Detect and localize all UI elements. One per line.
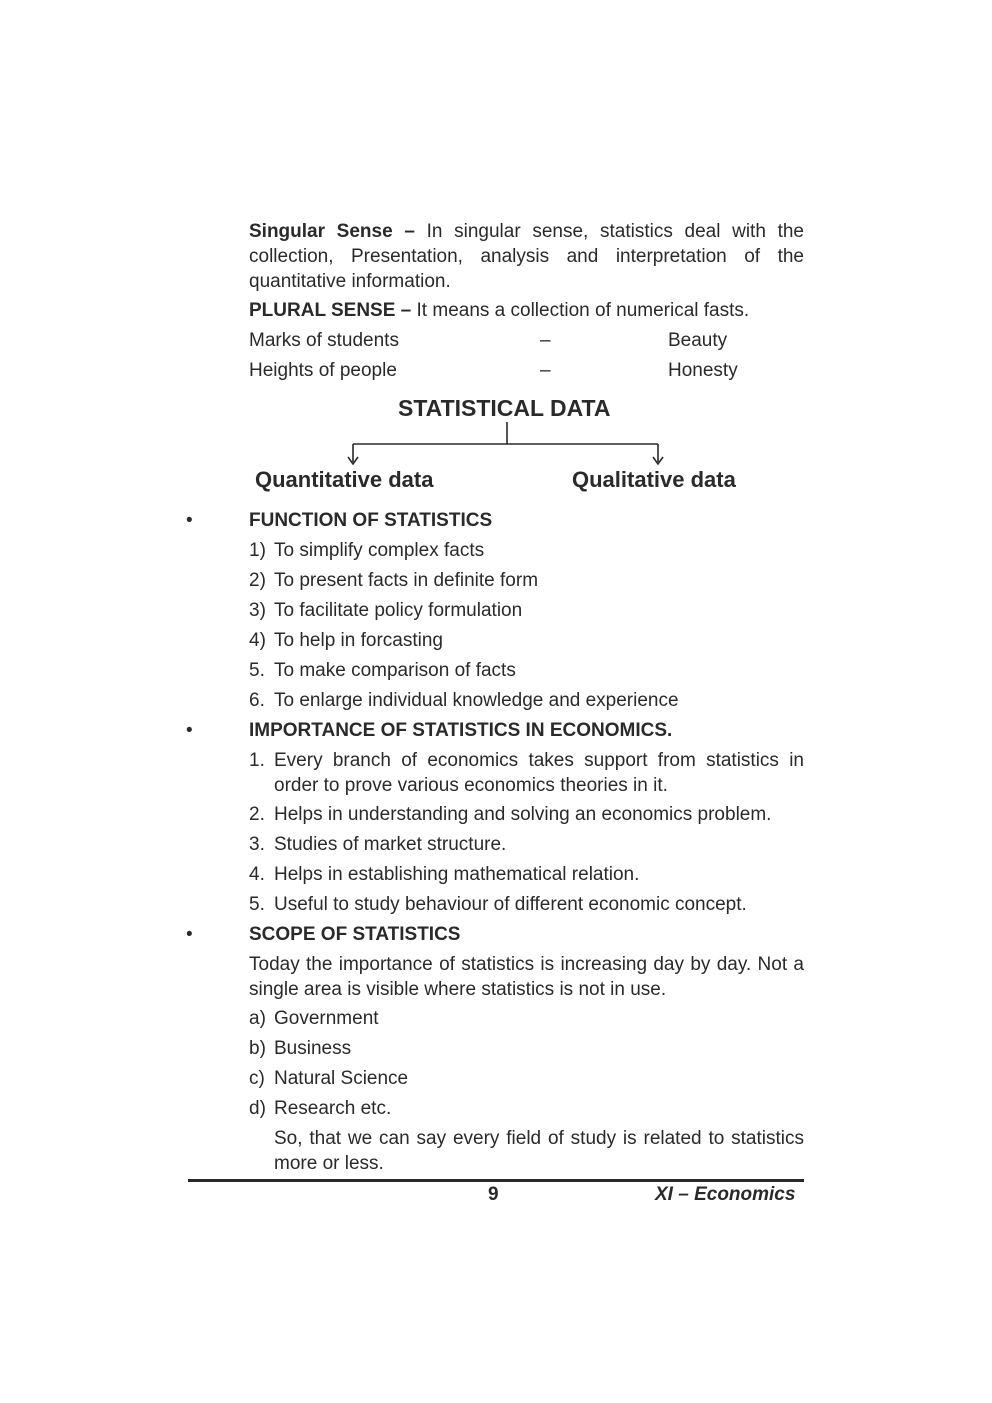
diagram-connector xyxy=(340,420,670,468)
list-number: 5. xyxy=(249,894,265,915)
list-number: c) xyxy=(249,1068,265,1089)
section-heading: IMPORTANCE OF STATISTICS IN ECONOMICS. xyxy=(249,720,673,741)
list-number: d) xyxy=(249,1098,266,1119)
example-dash: – xyxy=(540,330,551,351)
page-number: 9 xyxy=(488,1184,499,1205)
list-text: Useful to study behaviour of different economic concept. xyxy=(274,894,747,915)
list-text: To help in forcasting xyxy=(274,630,443,651)
list-text: Business xyxy=(274,1038,352,1059)
bullet-icon: • xyxy=(186,720,193,741)
list-number: 4) xyxy=(249,630,266,651)
bullet-icon: • xyxy=(186,510,193,531)
diagram-title: STATISTICAL DATA xyxy=(398,395,611,421)
list-item xyxy=(249,748,804,798)
scope-intro: Today the importance of statistics is increasing day by day. Not a single area is visible where statistics is not in use. xyxy=(249,954,804,1000)
list-text: Every branch of economics takes support from statistics in order to prove various economics theories in it. xyxy=(274,750,804,796)
book-title: XI – Economics xyxy=(655,1184,796,1205)
list-number: 2. xyxy=(249,804,265,825)
singular-sense-text: In singular sense, statistics deal with the collection, Presentation, analysis and interpretation of the quantitative information. xyxy=(249,221,804,292)
list-text: To simplify complex facts xyxy=(274,540,485,561)
list-number: 4. xyxy=(249,864,265,885)
list-text: To facilitate policy formulation xyxy=(274,600,523,621)
list-number: 1. xyxy=(249,750,265,771)
plural-sense-line xyxy=(249,298,749,323)
example-left: Heights of people xyxy=(249,360,397,381)
list-text: Research etc. xyxy=(274,1098,392,1119)
example-left: Marks of students xyxy=(249,330,399,351)
scope-conclusion: So, that we can say every field of study is related to statistics more or less. xyxy=(274,1128,804,1174)
bullet-icon: • xyxy=(186,924,193,945)
list-text: Helps in establishing mathematical relation. xyxy=(274,864,640,885)
list-text: Helps in understanding and solving an economics problem. xyxy=(274,804,772,825)
plural-sense-text: It means a collection of numerical fasts. xyxy=(411,300,750,321)
example-right: Honesty xyxy=(668,360,738,381)
list-number: b) xyxy=(249,1038,266,1059)
list-number: 3. xyxy=(249,834,265,855)
list-text-wrapped xyxy=(274,748,804,798)
example-right: Beauty xyxy=(668,330,728,351)
section-heading: FUNCTION OF STATISTICS xyxy=(249,510,493,531)
list-text: To make comparison of facts xyxy=(274,660,516,681)
example-dash: – xyxy=(540,360,551,381)
list-text: Studies of market structure. xyxy=(274,834,507,855)
diagram-right-label: Qualitative data xyxy=(572,467,736,492)
singular-sense-label: Singular Sense – xyxy=(249,221,415,242)
list-number: 2) xyxy=(249,570,266,591)
footer-divider xyxy=(188,1179,804,1182)
list-number: a) xyxy=(249,1008,266,1029)
list-number: 5. xyxy=(249,660,265,681)
plural-sense-label: PLURAL SENSE – xyxy=(249,300,412,321)
diagram-left-label: Quantitative data xyxy=(255,467,434,492)
list-text: Natural Science xyxy=(274,1068,409,1089)
list-number: 3) xyxy=(249,600,266,621)
section-heading: SCOPE OF STATISTICS xyxy=(249,924,461,945)
list-text: To present facts in definite form xyxy=(274,570,539,591)
list-text: Government xyxy=(274,1008,379,1029)
list-number: 1) xyxy=(249,540,266,561)
singular-sense-paragraph xyxy=(249,219,804,294)
list-text: To enlarge individual knowledge and experience xyxy=(274,690,679,711)
list-number: 6. xyxy=(249,690,265,711)
